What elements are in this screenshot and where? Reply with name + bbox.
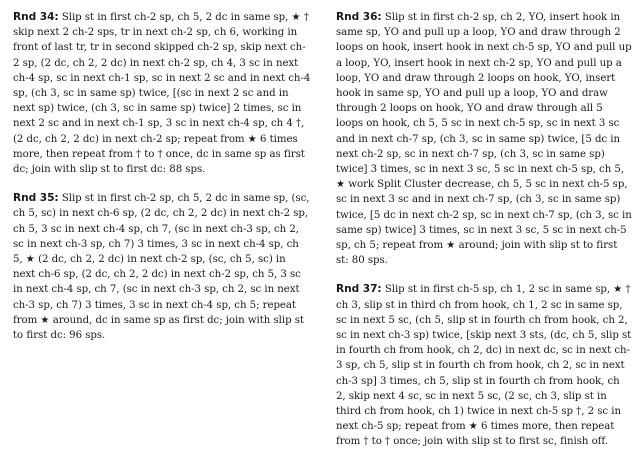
left-column (13, 10, 311, 357)
right-column (336, 10, 632, 464)
round-36 (336, 10, 632, 268)
round-35 (13, 191, 311, 343)
round-34-text: Slip st in first ch-2 sp, ch 5, 2 dc in same sp, ★ † skip next 2 ch-2 sps, tr in next ch-2 sp, ch 6, working in front of last tr, tr in second skipped ch-2 sp, skip next ch-2 sp, (2 dc, ch 2, 2 dc) in next ch-2 sp, ch 4, 3 sc in next ch-4 sp, sc in next ch-1 sp, sc in next 2 sc and in next ch-4 sp, (ch 3, sc in same sp) twice, [(sc in next 2 sc and in next sp) twice, (ch 3, sc in same sp) twice] 2 times, sc in next 2 sc and in next ch-1 sp, 3 sc in next ch-4 sp, ch 4 †, (2 dc, ch 2, 2 dc) in next ch-2 sp; repeat from ★ 6 times more, then repeat from † to † once, dc in same sp as first dc; join with slip st to first dc: 88 sps. (13, 12, 311, 176)
round-37 (336, 282, 632, 449)
round-36-label: Rnd 36: (336, 11, 382, 23)
round-34-label: Rnd 34: (13, 11, 59, 23)
round-36-text: Slip st in first ch-2 sp, ch 2, YO, insert hook in same sp, YO and pull up a loop, YO and draw through 2 loops on hook, insert hook in next ch-5 sp, YO and pull up a loop, YO, insert hook in next ch-2 sp, YO and pull up a loop, YO and draw through 2 loops on hook, YO, insert hook in same sp, YO and pull up a loop, YO and draw through 2 loops on hook, YO and draw through all 5 loops on hook, ch 5, 5 sc in next ch-5 sp, sc in next 3 sc and in next ch-7 sp, (ch 3, sc in same sp) twice, [5 dc in next ch-2 sp, sc in next ch-7 sp, (ch 3, sc in same sp) twice] 3 times, sc in next 3 sc, 5 sc in next ch-5 sp, ch 5, ★ work Split Cluster decrease, ch 5, 5 sc in next ch-5 sp, sc in next 3 sc and in next ch-7 sp, (ch 3, sc in same sp) twice, [5 dc in next ch-2 sp, sc in next ch-7 sp, (ch 3, sc in same sp) twice] 3 times, sc in next 3 sc, 5 sc in next ch-5 sp, ch 5; repeat from ★ around; join with slip st to first st: 80 sps. (336, 12, 632, 267)
round-35-text: Slip st in first ch-2 sp, ch 5, 2 dc in same sp, (sc, ch 5, sc) in next ch-6 sp, (2 dc, ch 2, 2 dc) in next ch-2 sp, ch 5, 3 sc in next ch-4 sp, ch 7, (sc in next ch-3 sp, ch 2, sc in next ch-3 sp, ch 7) 3 times, 3 sc in next ch-4 sp, ch 5, ★ (2 dc, ch 2, 2 dc) in next ch-2 sp, (sc, ch 5, sc) in next ch-6 sp, (2 dc, ch 2, 2 dc) in next ch-2 sp, ch 5, 3 sc in next ch-4 sp, ch 7, (sc in next ch-3 sp, ch 2, sc in next ch-3 sp, ch 7) 3 times, 3 sc in next ch-4 sp, ch 5; repeat from ★ around, dc in same sp as first dc; join with slip st to first dc: 96 sps. (13, 193, 310, 342)
round-34 (13, 10, 311, 177)
round-37-text: Slip st in first ch-5 sp, ch 1, 2 sc in same sp, ★ † ch 3, slip st in third ch from hook, ch 1, 2 sc in same sp, sc in next 5 sc, (ch 5, slip st in fourth ch from hook, ch 2, sc in next ch-3 sp) twice, [skip next 3 sts, (dc, ch 5, slip st in fourth ch from hook, ch 2, dc) in next dc, sc in next ch-3 sp, ch 5, slip st in fourth ch from hook, ch 2, sc in next ch-3 sp] 3 times, ch 5, slip st in fourth ch from hook, ch 2, skip next 4 sc, sc in next 5 sc, (2 sc, ch 3, slip st in third ch from hook, ch 1) twice in next ch-5 sp †, 2 sc in next ch-5 sp; repeat from ★ 6 times more, then repeat from † to † once; join with slip st to first sc, finish off. (336, 284, 632, 448)
round-35-label: Rnd 35: (13, 192, 59, 205)
round-37-label: Rnd 37: (336, 283, 382, 296)
